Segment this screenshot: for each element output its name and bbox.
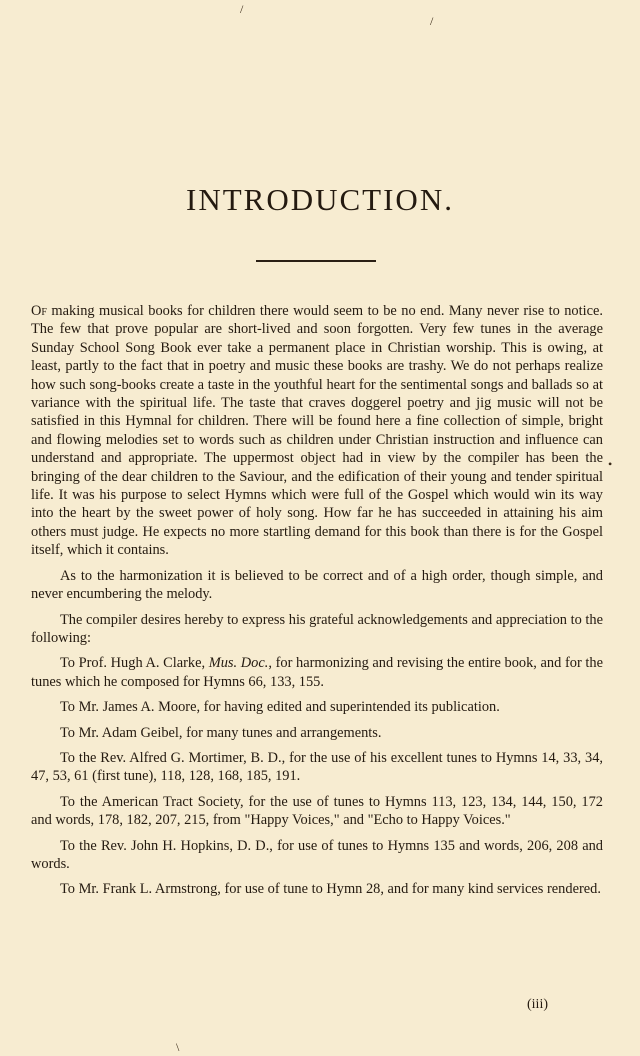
paragraph-geibel: To Mr. Adam Geibel, for many tunes and arrangements. bbox=[60, 724, 382, 741]
paragraph-acknowledgements: The compiler desires hereby to express his grateful acknowledgements and appreciation to the following: bbox=[31, 611, 603, 646]
page-title: INTRODUCTION. bbox=[186, 182, 454, 217]
paragraph-tract-society: To the American Tract Society, for the use of tunes to Hymns 113, 123, 134, 144, 150, 172 and words, 178, 182, 207, 215, from "Happy Voices," and "Echo to Happy Voices." bbox=[31, 793, 603, 829]
paragraph-opening: Of making musical books for children there would seem to be no end. Many never rise to notice. The few that prove popular are short-lived and soon forgotten. Very few tunes in the average Sunday School Song Book ever take a permanent place in Christian worship. This is owing, at least, partly to the fact that in poetry and music these books are trashy. We do not perhaps realize how such song-books create a taste in the youthful heart for the sentimental songs and ballads so at variance with the spiritual life. The taste that craves doggerel poetry and jig music will not be satisfied in this Hymnal for children. There will be found here a fine collection of simple, bright and flowing melodies set to words such as children under Christian instruction and influence can understand and appropriate. The uppermost object had in view by the compiler has been the bringing of the dear children to the Saviour, and the edification of their young and tender spiritual life. It was his purpose to select Hymns which were full of the Gospel which would win its way into the heart by the sweet power of holy song. How far he has succeeded in attaining his aim others must judge. He expects no more startling demand for this book than there is for the Gospel itself, which it contains. bbox=[31, 303, 603, 559]
ink-speck: • bbox=[608, 457, 613, 471]
paragraph-mortimer: To the Rev. Alfred G. Mortimer, B. D., for the use of his excellent tunes to Hymns 14, 33, 34, 47, 53, 61 (first tune), 118, 128, 168, 185, 191. bbox=[31, 749, 603, 785]
ink-speck: / bbox=[240, 2, 244, 16]
paragraph-hopkins: To the Rev. John H. Hopkins, D. D., for use of tunes to Hymns 135 and words, 206, 208 and words. bbox=[31, 837, 603, 872]
introduction-body bbox=[31, 302, 603, 906]
ink-speck: / bbox=[430, 14, 434, 28]
page-number: (iii) bbox=[527, 997, 548, 1012]
paragraph-clarke: To Prof. Hugh A. Clarke, Mus. Doc., for harmonizing and revising the entire book, and for the tunes which he composed for Hymns 66, 133, 155. bbox=[31, 655, 603, 690]
ink-speck: \ bbox=[176, 1040, 180, 1054]
paragraph-moore: To Mr. James A. Moore, for having edited and superintended its publication. bbox=[60, 699, 500, 716]
paragraph-armstrong: To Mr. Frank L. Armstrong, for use of tune to Hymn 28, and for many kind services rendered. bbox=[60, 881, 601, 898]
title-rule bbox=[256, 260, 376, 262]
paragraph-harmonization: As to the harmonization it is believed to be correct and of a high order, though simple, and never encumbering the melody. bbox=[31, 567, 603, 603]
